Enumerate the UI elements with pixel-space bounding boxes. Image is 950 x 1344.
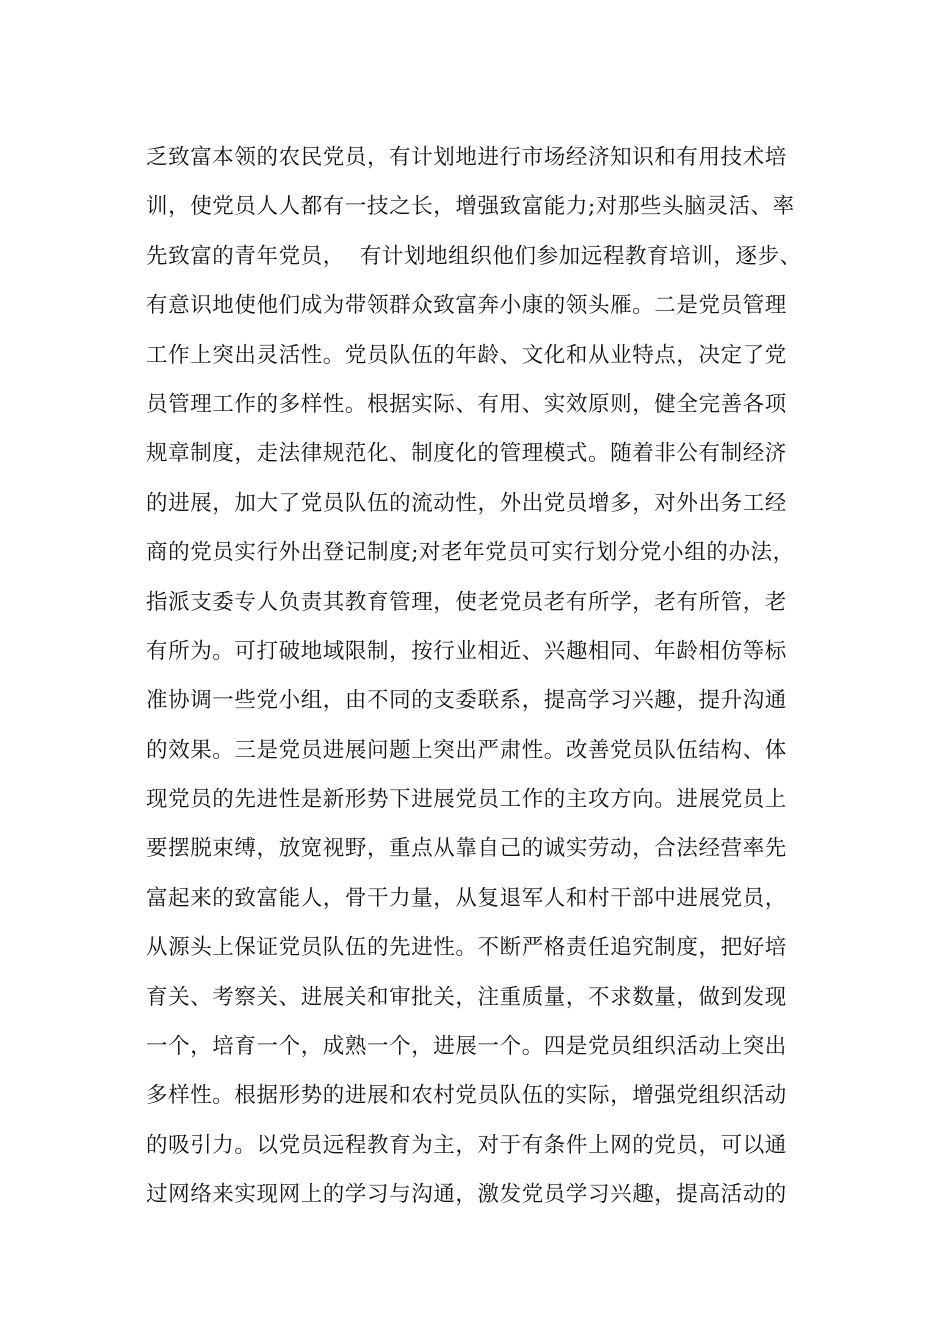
text-line: 工作上突出灵活性。党员队伍的年龄、文化和从业特点，决定了党 xyxy=(146,342,787,368)
text-line: 现党员的先进性是新形势下进展党员工作的主攻方向。进展党员上 xyxy=(146,787,787,813)
text-line: 员管理工作的多样性。根据实际、有用、实效原则，健全完善各项 xyxy=(146,391,787,417)
text-line: 一个，培育一个，成熟一个，进展一个。四是党员组织活动上突出 xyxy=(146,1034,787,1060)
text-line: 富起来的致富能人，骨干力量，从复退军人和村干部中进展党员， xyxy=(146,885,787,911)
text-line: 先致富的青年党员， 有计划地组织他们参加远程教育培训，逐步、 xyxy=(146,243,802,269)
text-line: 商的党员实行外出登记制度;对老年党员可实行划分党小组的办法， xyxy=(146,540,795,566)
text-line: 有所为。可打破地域限制，按行业相近、兴趣相同、年龄相仿等标 xyxy=(146,638,787,664)
text-line: 的吸引力。以党员远程教育为主，对于有条件上网的党员，可以通 xyxy=(146,1132,787,1158)
text-line: 的效果。三是党员进展问题上突出严肃性。改善党员队伍结构、体 xyxy=(146,737,787,763)
text-line: 乏致富本领的农民党员，有计划地进行市场经济知识和有用技术培 xyxy=(146,145,787,170)
text-line: 从源头上保证党员队伍的先进性。不断严格责任追究制度，把好培 xyxy=(146,935,787,961)
text-line: 训，使党员人人都有一技之长，增强致富能力;对那些头脑灵活、率 xyxy=(146,194,795,220)
text-line: 指派支委专人负责其教育管理，使老党员老有所学，老有所管，老 xyxy=(146,589,787,615)
text-line: 多样性。根据形势的进展和农村党员队伍的实际，增强党组织活动 xyxy=(146,1083,787,1109)
text-line: 有意识地使他们成为带领群众致富奔小康的领头雁。二是党员管理 xyxy=(146,293,787,319)
text-line: 的进展，加大了党员队伍的流动性，外出党员增多，对外出务工经 xyxy=(146,490,787,516)
text-line: 过网络来实现网上的学习与沟通，激发党员学习兴趣，提高活动的 xyxy=(146,1182,787,1208)
text-line: 要摆脱束缚，放宽视野，重点从靠自己的诚实劳动，合法经营率先 xyxy=(146,836,787,862)
text-line: 规章制度，走法律规范化、制度化的管理模式。随着非公有制经济 xyxy=(146,441,787,467)
text-line: 育关、考察关、进展关和审批关，注重质量，不求数量，做到发现 xyxy=(146,984,787,1010)
text-line: 准协调一些党小组，由不同的支委联系，提高学习兴趣，提升沟通 xyxy=(146,688,787,714)
body-text xyxy=(146,133,816,1220)
